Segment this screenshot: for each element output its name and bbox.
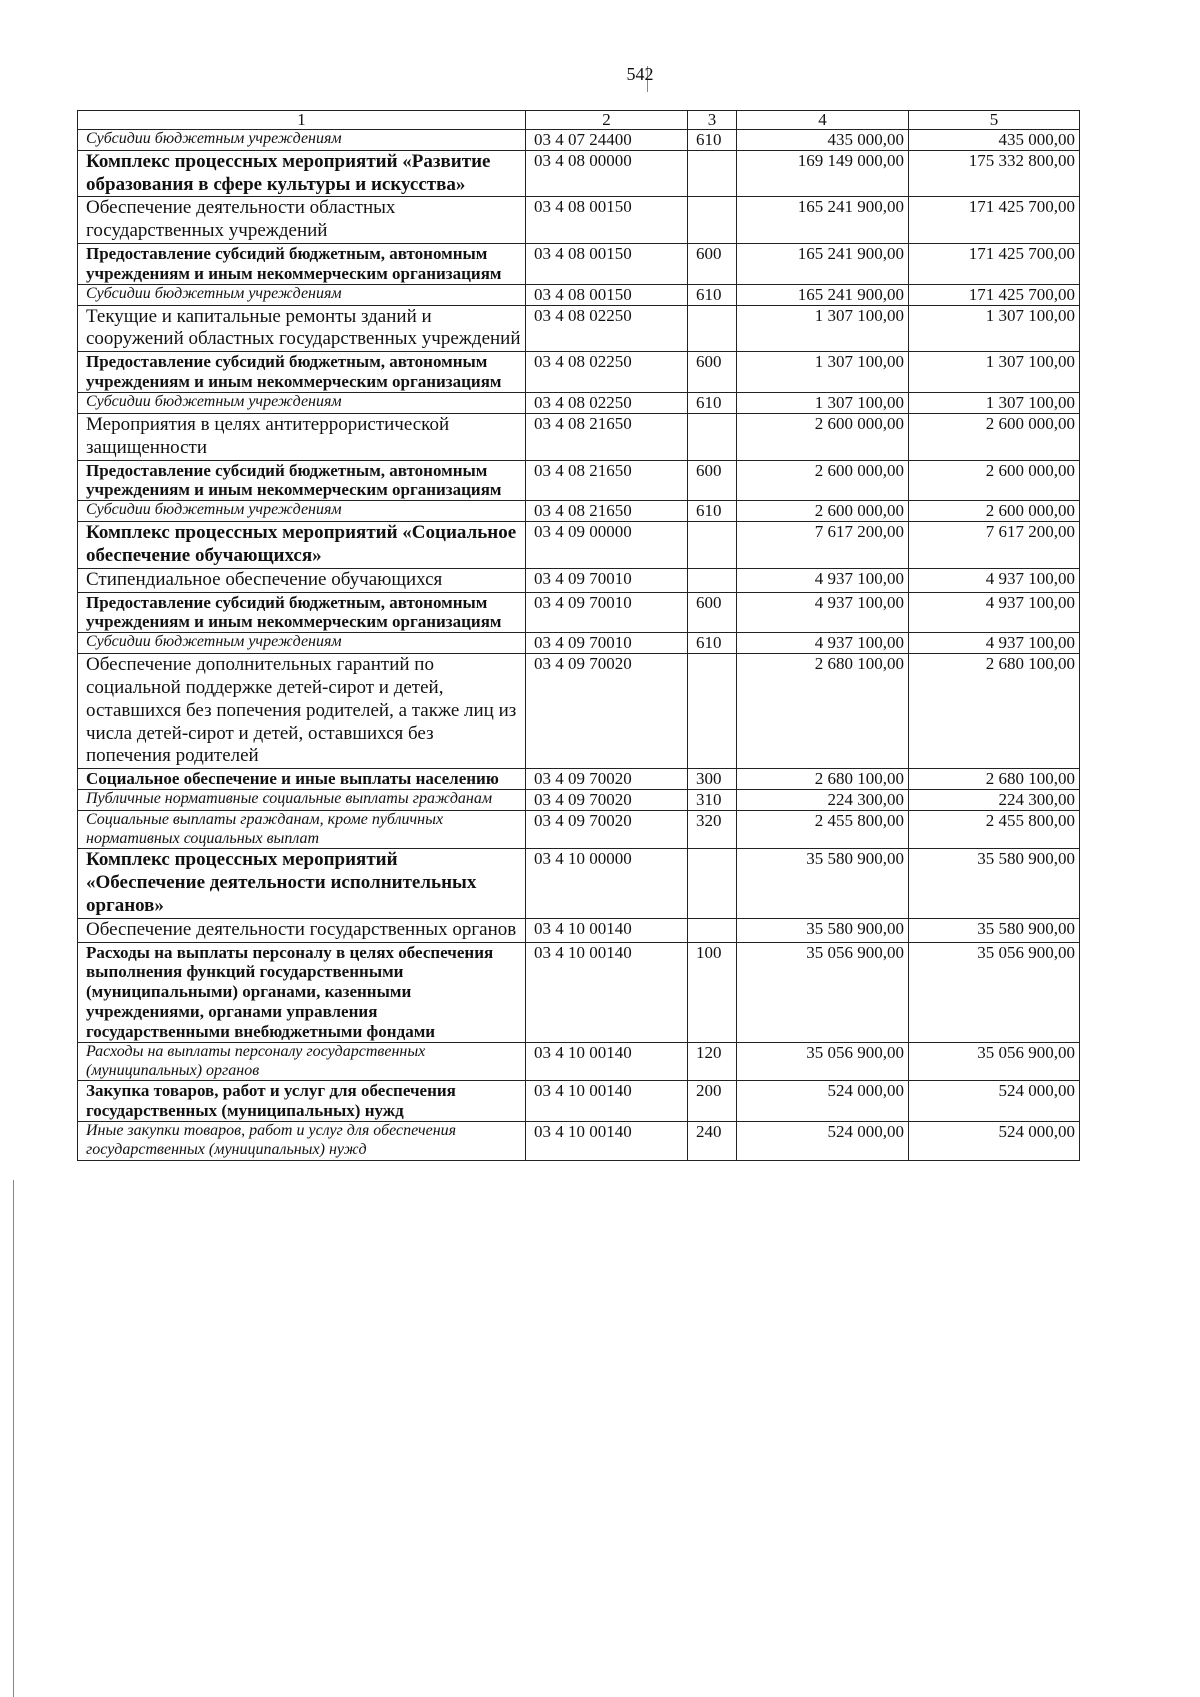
header-cell: 3 [688,111,737,130]
row-name-cell: Социальные выплаты гражданам, кроме публичных нормативных социальных выплат [78,810,526,848]
table-row [78,284,1080,305]
row-amount-1-cell: 165 241 900,00 [737,244,909,285]
row-type-cell: 610 [688,633,737,654]
row-code-cell: 03 4 08 00150 [526,197,688,244]
row-amount-2-cell: 171 425 700,00 [909,197,1080,244]
row-amount-1-cell: 2 680 100,00 [737,769,909,790]
row-name-cell: Комплекс процессных мероприятий «Развитие образования в сфере культуры и искусства» [78,150,526,197]
row-code-cell: 03 4 09 70010 [526,568,688,592]
row-amount-2-cell: 1 307 100,00 [909,352,1080,393]
row-amount-2-cell: 524 000,00 [909,1081,1080,1122]
row-code-cell: 03 4 08 21650 [526,501,688,522]
table-row [78,849,1080,918]
table-row [78,1081,1080,1122]
row-type-cell: 310 [688,790,737,811]
row-name-cell: Публичные нормативные социальные выплаты гражданам [78,790,526,811]
row-type-cell: 610 [688,130,737,151]
row-code-cell: 03 4 08 00150 [526,284,688,305]
table-row [78,150,1080,197]
row-name-cell: Обеспечение деятельности государственных органов [78,918,526,942]
row-amount-1-cell: 2 680 100,00 [737,654,909,769]
table-row [78,305,1080,352]
row-code-cell: 03 4 10 00140 [526,918,688,942]
header-cell: 5 [909,111,1080,130]
row-code-cell: 03 4 09 70010 [526,633,688,654]
row-amount-1-cell: 4 937 100,00 [737,633,909,654]
row-amount-1-cell: 7 617 200,00 [737,522,909,569]
row-amount-1-cell: 35 580 900,00 [737,849,909,918]
row-code-cell: 03 4 09 70020 [526,769,688,790]
row-amount-2-cell: 7 617 200,00 [909,522,1080,569]
row-type-cell: 610 [688,284,737,305]
table-row [78,352,1080,393]
row-type-cell [688,568,737,592]
row-code-cell: 03 4 08 21650 [526,460,688,501]
row-name-cell: Расходы на выплаты персоналу в целях обеспечения выполнения функций государственными (муниципальными) органами, казенными учреждениями, органами управления государственными внебюджетными фондами [78,942,526,1042]
budget-table [77,110,1080,1161]
row-name-cell: Комплекс процессных мероприятий «Обеспечение деятельности исполнительных органов» [78,849,526,918]
row-amount-1-cell: 2 455 800,00 [737,810,909,848]
row-type-cell: 100 [688,942,737,1042]
row-type-cell [688,654,737,769]
row-name-cell: Предоставление субсидий бюджетным, автономным учреждениям и иным некоммерческим организациям [78,352,526,393]
row-amount-1-cell: 1 307 100,00 [737,393,909,414]
header-cell: 1 [78,111,526,130]
row-amount-1-cell: 165 241 900,00 [737,197,909,244]
header-cell: 2 [526,111,688,130]
row-code-cell: 03 4 07 24400 [526,130,688,151]
row-amount-2-cell: 175 332 800,00 [909,150,1080,197]
row-type-cell [688,197,737,244]
table-row [78,197,1080,244]
row-code-cell: 03 4 09 00000 [526,522,688,569]
row-name-cell: Предоставление субсидий бюджетным, автономным учреждениям и иным некоммерческим организациям [78,592,526,633]
table-row [78,413,1080,460]
table-row [78,568,1080,592]
table-row [78,1042,1080,1080]
row-code-cell: 03 4 09 70020 [526,810,688,848]
row-amount-2-cell: 171 425 700,00 [909,244,1080,285]
row-code-cell: 03 4 10 00140 [526,1081,688,1122]
row-code-cell: 03 4 10 00140 [526,1042,688,1080]
row-amount-2-cell: 171 425 700,00 [909,284,1080,305]
scan-edge-line [13,1180,14,1697]
row-name-cell: Предоставление субсидий бюджетным, автономным учреждениям и иным некоммерческим организациям [78,460,526,501]
row-type-cell [688,413,737,460]
row-amount-1-cell: 524 000,00 [737,1122,909,1160]
row-amount-1-cell: 524 000,00 [737,1081,909,1122]
row-code-cell: 03 4 08 21650 [526,413,688,460]
row-amount-1-cell: 169 149 000,00 [737,150,909,197]
row-type-cell [688,918,737,942]
row-amount-2-cell: 1 307 100,00 [909,305,1080,352]
row-amount-1-cell: 35 580 900,00 [737,918,909,942]
row-name-cell: Субсидии бюджетным учреждениям [78,130,526,151]
table-row [78,769,1080,790]
row-amount-1-cell: 224 300,00 [737,790,909,811]
page-number: 542 [626,64,654,84]
row-type-cell [688,305,737,352]
table-row [78,1122,1080,1160]
row-name-cell: Предоставление субсидий бюджетным, автономным учреждениям и иным некоммерческим организациям [78,244,526,285]
row-name-cell: Иные закупки товаров, работ и услуг для обеспечения государственных (муниципальных) нужд [78,1122,526,1160]
table-row [78,592,1080,633]
row-amount-1-cell: 435 000,00 [737,130,909,151]
row-name-cell: Субсидии бюджетным учреждениям [78,633,526,654]
row-type-cell: 200 [688,1081,737,1122]
row-amount-1-cell: 4 937 100,00 [737,592,909,633]
table-row [78,460,1080,501]
table-row [78,130,1080,151]
row-amount-2-cell: 35 580 900,00 [909,849,1080,918]
row-code-cell: 03 4 09 70020 [526,654,688,769]
row-amount-2-cell: 1 307 100,00 [909,393,1080,414]
row-type-cell: 600 [688,352,737,393]
row-amount-1-cell: 35 056 900,00 [737,942,909,1042]
row-type-cell: 610 [688,393,737,414]
row-name-cell: Расходы на выплаты персоналу государственных (муниципальных) органов [78,1042,526,1080]
row-amount-2-cell: 2 680 100,00 [909,654,1080,769]
row-amount-2-cell: 2 680 100,00 [909,769,1080,790]
row-type-cell: 610 [688,501,737,522]
row-amount-1-cell: 4 937 100,00 [737,568,909,592]
table-row [78,244,1080,285]
row-code-cell: 03 4 09 70010 [526,592,688,633]
row-amount-2-cell: 2 600 000,00 [909,460,1080,501]
row-name-cell: Комплекс процессных мероприятий «Социальное обеспечение обучающихся» [78,522,526,569]
row-amount-1-cell: 2 600 000,00 [737,501,909,522]
table-row [78,942,1080,1042]
row-type-cell: 600 [688,592,737,633]
row-name-cell: Обеспечение деятельности областных государственных учреждений [78,197,526,244]
row-amount-1-cell: 2 600 000,00 [737,460,909,501]
row-type-cell [688,522,737,569]
table-row [78,633,1080,654]
table-row [78,654,1080,769]
table-row [78,522,1080,569]
row-type-cell: 320 [688,810,737,848]
row-amount-2-cell: 35 580 900,00 [909,918,1080,942]
row-amount-1-cell: 165 241 900,00 [737,284,909,305]
table-row [78,790,1080,811]
row-amount-1-cell: 2 600 000,00 [737,413,909,460]
row-type-cell [688,150,737,197]
row-amount-2-cell: 224 300,00 [909,790,1080,811]
row-type-cell: 120 [688,1042,737,1080]
table-row [78,393,1080,414]
row-code-cell: 03 4 10 00140 [526,942,688,1042]
row-code-cell: 03 4 10 00140 [526,1122,688,1160]
row-code-cell: 03 4 08 00150 [526,244,688,285]
row-code-cell: 03 4 09 70020 [526,790,688,811]
row-type-cell: 600 [688,460,737,501]
row-name-cell: Субсидии бюджетным учреждениям [78,284,526,305]
row-name-cell: Субсидии бюджетным учреждениям [78,393,526,414]
header-cell: 4 [737,111,909,130]
row-amount-2-cell: 4 937 100,00 [909,592,1080,633]
row-name-cell: Обеспечение дополнительных гарантий по социальной поддержке детей-сирот и детей, оставшихся без попечения родителей, а также лиц из числа детей-сирот и детей, оставшихся без попечения родителей [78,654,526,769]
row-code-cell: 03 4 08 02250 [526,393,688,414]
row-amount-2-cell: 2 455 800,00 [909,810,1080,848]
row-amount-1-cell: 35 056 900,00 [737,1042,909,1080]
row-amount-2-cell: 35 056 900,00 [909,1042,1080,1080]
row-name-cell: Мероприятия в целях антитеррористической защищенности [78,413,526,460]
row-type-cell: 300 [688,769,737,790]
table-row [78,501,1080,522]
row-amount-1-cell: 1 307 100,00 [737,305,909,352]
row-name-cell: Субсидии бюджетным учреждениям [78,501,526,522]
table-row [78,918,1080,942]
row-type-cell: 240 [688,1122,737,1160]
row-code-cell: 03 4 08 00000 [526,150,688,197]
row-type-cell: 600 [688,244,737,285]
row-amount-2-cell: 35 056 900,00 [909,942,1080,1042]
row-name-cell: Социальное обеспечение и иные выплаты населению [78,769,526,790]
row-amount-2-cell: 2 600 000,00 [909,501,1080,522]
row-type-cell [688,849,737,918]
row-amount-2-cell: 2 600 000,00 [909,413,1080,460]
row-name-cell: Закупка товаров, работ и услуг для обеспечения государственных (муниципальных) нужд [78,1081,526,1122]
row-amount-2-cell: 4 937 100,00 [909,568,1080,592]
row-code-cell: 03 4 08 02250 [526,305,688,352]
row-amount-2-cell: 524 000,00 [909,1122,1080,1160]
table-header-row [78,111,1080,130]
row-name-cell: Текущие и капитальные ремонты зданий и сооружений областных государственных учреждений [78,305,526,352]
table-row [78,810,1080,848]
row-name-cell: Стипендиальное обеспечение обучающихся [78,568,526,592]
row-amount-2-cell: 435 000,00 [909,130,1080,151]
row-code-cell: 03 4 08 02250 [526,352,688,393]
row-amount-2-cell: 4 937 100,00 [909,633,1080,654]
row-code-cell: 03 4 10 00000 [526,849,688,918]
row-amount-1-cell: 1 307 100,00 [737,352,909,393]
